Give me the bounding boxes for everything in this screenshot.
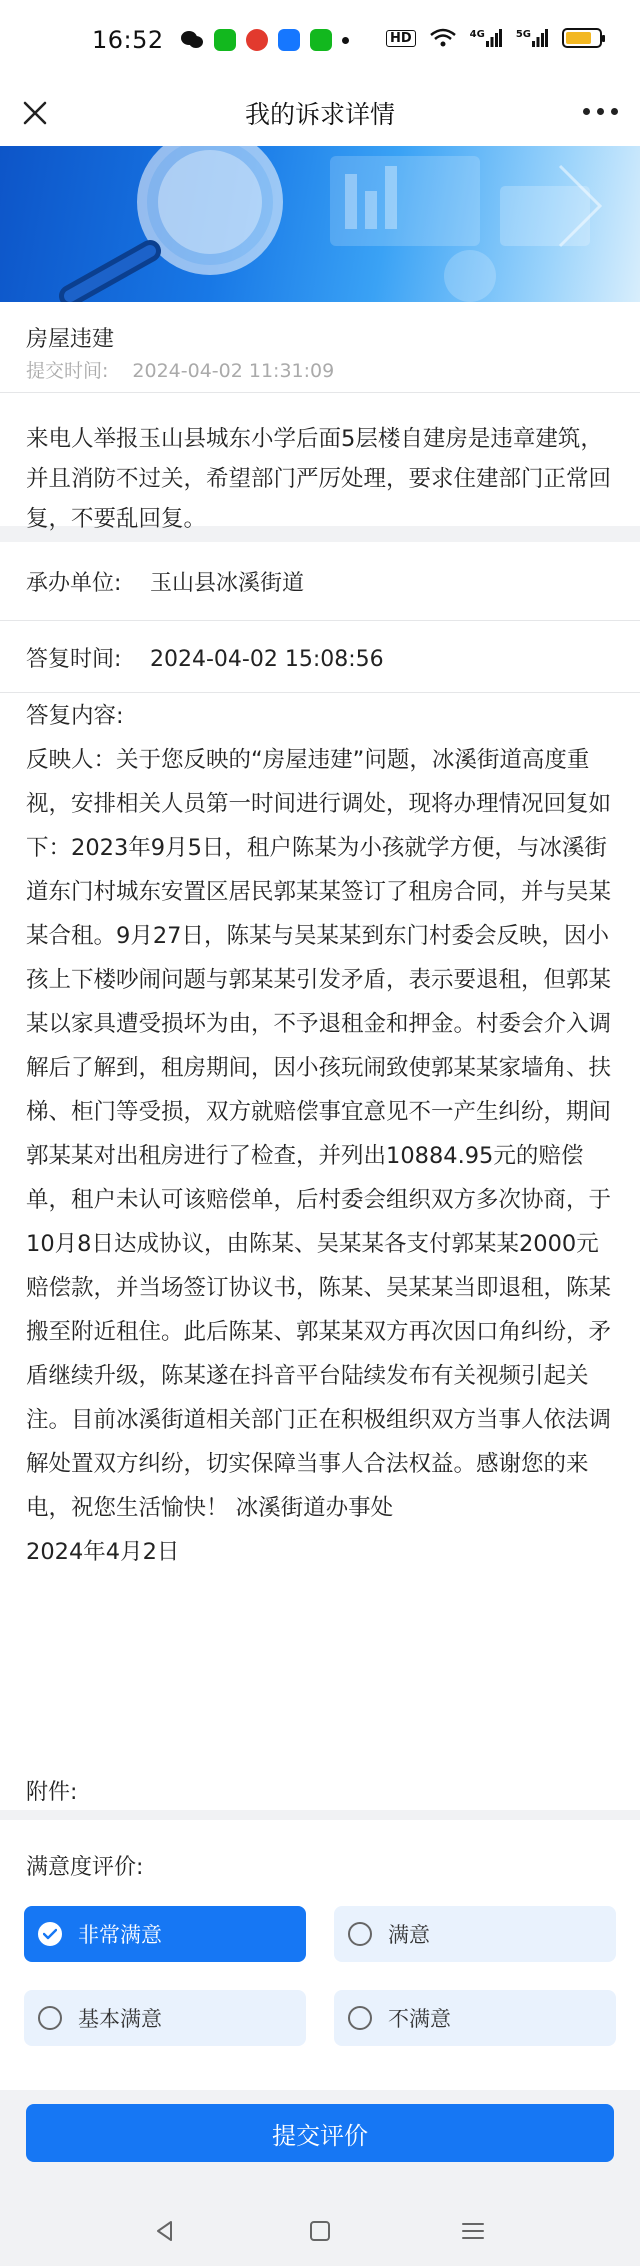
red-app-icon: [246, 29, 268, 51]
rating-option-satisfied[interactable]: [334, 1906, 616, 1962]
rating-option-label: 非常满意: [78, 1923, 162, 1947]
alipay-icon: [278, 29, 300, 51]
signal-bars-icon: [532, 29, 548, 47]
rating-option-label: 不满意: [388, 2007, 451, 2031]
reply-time-row: [26, 642, 384, 673]
divider: [0, 692, 640, 693]
complaint-header: [0, 302, 640, 392]
radio-circle-icon: [38, 2006, 62, 2030]
signal-5g: 5G: [516, 29, 548, 47]
signal-bars-icon: [486, 29, 502, 47]
rating-option-very-satisfied[interactable]: [24, 1906, 306, 1962]
handling-unit-value: 玉山县冰溪街道: [150, 571, 305, 596]
magnifier-illustration: [0, 146, 640, 302]
messages-app-icon: [214, 29, 236, 51]
notification-icons: [180, 29, 349, 51]
handling-info-card: [0, 542, 640, 1810]
submit-time-row: [26, 356, 334, 383]
title-bar: [0, 80, 640, 146]
signal-4g: 4G: [470, 29, 502, 47]
status-bar: [0, 0, 640, 80]
rating-option-unsatisfied[interactable]: [334, 1990, 616, 2046]
radio-circle-icon: [348, 1922, 372, 1946]
reply-time-value: 2024-04-02 15:08:56: [150, 647, 384, 672]
page-title: 我的诉求详情: [244, 100, 395, 129]
back-triangle-icon[interactable]: [152, 2218, 178, 2244]
attachment-label: 附件:: [26, 1780, 78, 1805]
rating-card: [0, 1820, 640, 2090]
complaint-description: 来电人举报玉山县城东小学后面5层楼自建房是违章建筑，并且消防不过关，希望部门严厉处理，要求住建部门正常回复，不要乱回复。: [26, 426, 612, 532]
reply-date: 2024年4月2日: [26, 1539, 180, 1565]
rating-label: 满意度评价:: [26, 1855, 144, 1880]
wechat-icon: [180, 29, 204, 51]
radio-circle-icon: [348, 2006, 372, 2030]
home-square-icon[interactable]: [307, 2218, 333, 2244]
submit-rating-button[interactable]: 提交评价: [26, 2104, 614, 2162]
complaint-type: 房屋违建: [26, 327, 115, 352]
system-nav-bar: [0, 2190, 640, 2266]
submit-time-label: 提交时间:: [26, 360, 109, 382]
check-circle-icon: [38, 1922, 62, 1946]
handling-unit-row: [26, 566, 304, 597]
reply-content-label: 答复内容:: [26, 703, 124, 729]
reply-content: [26, 694, 618, 1574]
phone-app-icon: [310, 29, 332, 51]
handling-unit-label: 承办单位:: [26, 571, 122, 596]
reply-time-label: 答复时间:: [26, 647, 122, 672]
reply-content-text: 反映人：关于您反映的“房屋违建”问题，冰溪街道高度重视，安排相关人员第一时间进行调处，现将办理情况回复如下：2023年9月5日，租户陈某为小孩就学方便，与冰溪街道东门村城东安置区居民郭某某签订了租房合同，并与吴某某合租。9月27日，陈某与吴某某到东门村委会反映，因小孩上下楼吵闹问题与郭某某引发矛盾，表示要退租，但郭某某以家具遭受损坏为由，不予退租金和押金。村委会介入调解后了解到，租房期间，因小孩玩闹致使郭某某家墙角、扶梯、柜门等受损，双方就赔偿事宜意见不一产生纠纷，期间郭某某对出租房进行了检查，并列出10884.95元的赔偿单，租户未认可该赔偿单，后村委会组织双方多次协商，于10月8日达成协议，由陈某、吴某某各支付郭某某2000元赔偿款，并当场签订协议书，陈某、吴某某当即退租，陈某搬至附近租住。此后陈某、郭某某双方再次因口角纠纷，矛盾继续升级，陈某遂在抖音平台陆续发布有关视频引起关注。目前冰溪街道相关部门正在积极组织双方当事人依法调解处置双方纠纷，切实保障当事人合法权益。感谢您的来电，祝您生活愉快！ 冰溪街道办事处: [26, 747, 612, 1521]
rating-option-basically-satisfied[interactable]: [24, 1990, 306, 2046]
battery-icon: [562, 28, 602, 48]
rating-option-label: 基本满意: [78, 2007, 162, 2031]
close-icon[interactable]: [16, 94, 54, 132]
wifi-icon: [430, 28, 456, 48]
divider: [0, 620, 640, 621]
status-right: [386, 28, 602, 48]
more-dots-icon[interactable]: [583, 108, 618, 115]
dot-icon: [342, 37, 349, 44]
hd-badge: HD: [386, 30, 416, 47]
submit-time-value: 2024-04-02 11:31:09: [132, 360, 335, 382]
status-time: 16:52: [92, 26, 164, 54]
complaint-description-card: [0, 393, 640, 532]
menu-lines-icon[interactable]: [460, 2218, 486, 2244]
banner-image: [0, 146, 640, 302]
rating-option-label: 满意: [388, 1923, 430, 1947]
